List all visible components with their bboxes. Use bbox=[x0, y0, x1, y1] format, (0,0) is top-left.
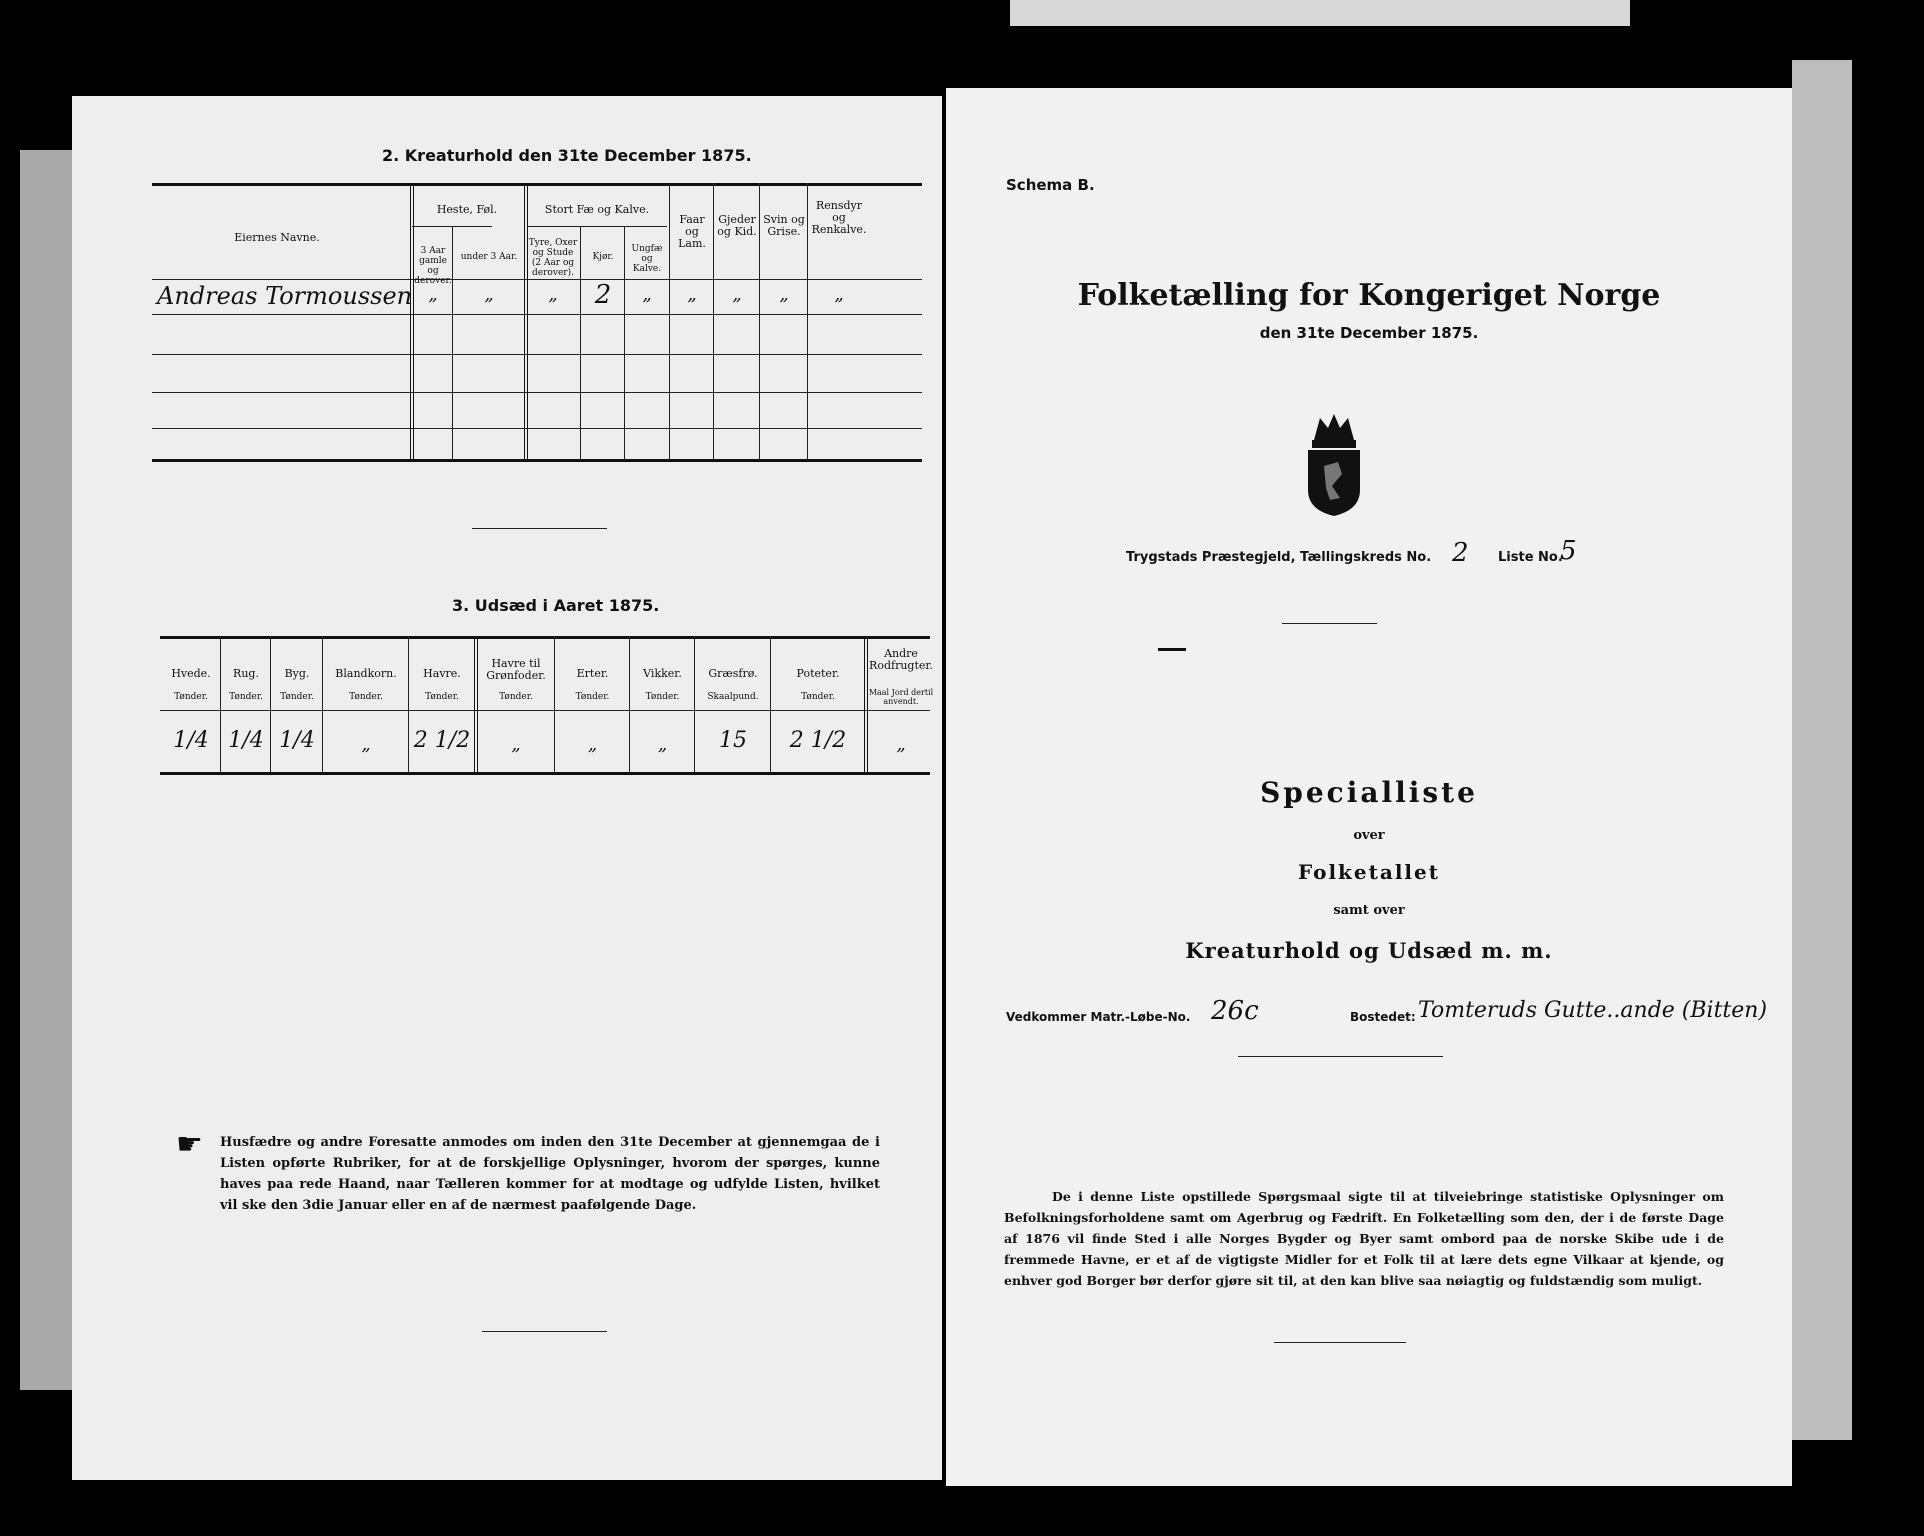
right-page bbox=[946, 88, 1792, 1486]
t3-unit: Tønder. bbox=[229, 692, 263, 702]
norway-coat-of-arms-icon bbox=[1302, 410, 1366, 518]
cell-horse-young: „ bbox=[484, 284, 494, 305]
t3-header-byg: Byg. bbox=[284, 667, 310, 680]
table3-divider bbox=[694, 636, 695, 772]
cell-pigs: „ bbox=[779, 284, 789, 305]
h-horse-young: under 3 Aar. bbox=[460, 252, 518, 262]
table2-divider bbox=[410, 183, 414, 459]
heading-kreaturhold: Kreaturhold og Udsæd m. m. bbox=[1185, 938, 1553, 963]
t3-value-byg: 1/4 bbox=[279, 728, 315, 753]
separator-rule bbox=[1238, 1056, 1443, 1057]
cell-cows: 2 bbox=[594, 280, 612, 310]
t3-header-poteter: Poteter. bbox=[796, 667, 840, 680]
h-sheep: Faar og Lam. bbox=[678, 213, 706, 250]
table2-bottom-rule bbox=[152, 459, 922, 462]
matr-label: Vedkommer Matr.-Løbe-No. bbox=[1006, 1010, 1191, 1024]
district-number: 2 bbox=[1452, 538, 1469, 568]
t3-value-andre: „ bbox=[896, 734, 906, 755]
h-bulls: Tyre, Oxer og Stude (2 Aar og derover). bbox=[528, 238, 578, 278]
h-reindeer: Rensdyr og Renkalve. bbox=[811, 199, 867, 236]
section2-title: 2. Kreaturhold den 31te December 1875. bbox=[382, 146, 752, 165]
group-horses-header: Heste, Føl. bbox=[436, 203, 498, 216]
table2-divider bbox=[580, 226, 581, 459]
table2-divider bbox=[713, 183, 714, 459]
t3-value-rug: 1/4 bbox=[228, 728, 264, 753]
parish-label: Trygstads Præstegjeld, Tællingskreds No. bbox=[1126, 550, 1432, 565]
t3-header-graesfro: Græsfrø. bbox=[708, 667, 758, 680]
table3-divider bbox=[629, 636, 630, 772]
text-over: over bbox=[1353, 828, 1385, 843]
t3-value-blandkorn: „ bbox=[361, 734, 371, 755]
table2-divider bbox=[524, 183, 528, 459]
matr-number: 26c bbox=[1211, 996, 1259, 1026]
bosted-value: Tomteruds Gutte..ande (Bitten) bbox=[1418, 998, 1768, 1023]
col-owner-header: Eiernes Navne. bbox=[234, 231, 320, 244]
table3-divider bbox=[322, 636, 323, 772]
t3-header-erter: Erter. bbox=[576, 667, 609, 680]
census-date: den 31te December 1875. bbox=[1259, 324, 1479, 342]
heading-specialliste: Specialliste bbox=[1260, 776, 1478, 809]
separator-rule bbox=[482, 1331, 607, 1332]
table2-divider bbox=[452, 226, 453, 459]
t3-unit: Tønder. bbox=[801, 692, 835, 702]
h-cows: Kjør. bbox=[592, 252, 614, 262]
table3-bottom-rule bbox=[160, 772, 930, 775]
table3-header-rule bbox=[160, 710, 930, 711]
text-samt-over: samt over bbox=[1333, 903, 1405, 918]
t3-value-graesfro: 15 bbox=[719, 728, 747, 753]
table3-divider bbox=[270, 636, 271, 772]
separator-rule bbox=[1282, 623, 1377, 624]
schema-label: Schema B. bbox=[1006, 176, 1095, 194]
table2-divider bbox=[624, 226, 625, 459]
notice-text: Husfædre og andre Foresatte anmodes om inden den 31te December at gjennemgaa de i Listen opførte Rubriker, for at de forskjellige Oplysninger, hvorom der spørges, kunne haves paa rede Haand, naar Tælleren kommer for at modtage og udfylde Listen, hvilket vil ske den 3die Januar eller en af de nærmest paafølgende Dage. bbox=[220, 1135, 880, 1213]
separator-rule bbox=[1274, 1342, 1406, 1343]
table2-divider bbox=[669, 183, 670, 459]
t3-value-vikker: „ bbox=[657, 734, 668, 755]
t3-header-andre: Andre Rodfrugter. bbox=[869, 647, 933, 672]
t3-header-blandkorn: Blandkorn. bbox=[335, 667, 397, 680]
h-pigs: Svin og Grise. bbox=[763, 213, 805, 238]
owner-name: Andreas Tormoussen bbox=[157, 282, 413, 310]
census-title: Folketælling for Kongeriget Norge bbox=[1077, 278, 1661, 313]
left-page bbox=[72, 96, 942, 1480]
section3-title: 3. Udsæd i Aaret 1875. bbox=[452, 596, 660, 615]
cell-horse-old: „ bbox=[428, 284, 438, 305]
t3-unit: Tønder. bbox=[349, 692, 383, 702]
t3-header-rug: Rug. bbox=[233, 667, 259, 680]
cell-goats: „ bbox=[732, 284, 742, 305]
table2-divider bbox=[759, 183, 760, 459]
list-label: Liste No. bbox=[1498, 550, 1563, 565]
table3-divider bbox=[220, 636, 221, 772]
t3-unit: Tønder. bbox=[280, 692, 314, 702]
page-edge-right-stack bbox=[1792, 60, 1852, 1440]
t3-header-vikker: Vikker. bbox=[643, 667, 682, 680]
group-cattle-header: Stort Fæ og Kalve. bbox=[544, 203, 650, 216]
table2-divider bbox=[807, 183, 808, 459]
cell-reindeer: „ bbox=[834, 284, 844, 305]
separator-rule bbox=[472, 528, 607, 529]
table3-divider bbox=[408, 636, 409, 772]
t3-unit: Tønder. bbox=[174, 692, 208, 702]
table3-divider bbox=[770, 636, 771, 772]
t3-header-havre: Havre. bbox=[423, 667, 461, 680]
t3-value-erter: „ bbox=[587, 734, 598, 755]
heading-folketallet: Folketallet bbox=[1298, 860, 1440, 884]
cell-bulls: „ bbox=[548, 284, 558, 305]
t3-value-havre-gronfoder: „ bbox=[511, 734, 521, 755]
h-goats: Gjeder og Kid. bbox=[717, 213, 757, 238]
table2-group-rule bbox=[527, 226, 667, 227]
t3-unit: Skaalpund. bbox=[707, 692, 759, 702]
t3-value-hvede: 1/4 bbox=[173, 728, 209, 753]
cell-sheep: „ bbox=[687, 284, 697, 305]
t3-unit: Tønder. bbox=[575, 692, 610, 702]
t3-unit: Tønder. bbox=[425, 692, 459, 702]
list-number: 5 bbox=[1560, 536, 1577, 566]
t3-header-hvede: Hvede. bbox=[171, 667, 211, 680]
h-young-cattle: Ungfæ og Kalve. bbox=[631, 244, 663, 274]
footer-text: De i denne Liste opstillede Spørgsmaal sigte til at tilveiebringe statistiske Oplysninger om Befolkningsforholdene samt om Agerbrug og Fædrift. En Folketælling som den, der i de første Dage af 1876 vil finde Sted i alle Norges Bygder og Byer samt ombord paa de norske Skibe ude i de fremmede Havne, er et af de vigtigste Midler for et Folk til at lære dets egne Vilkaar at kjende, og enhver god Borger bør derfor gjøre sit til, at den kan blive saa nøiagtig og fuldstændig som muligt. bbox=[1004, 1189, 1724, 1288]
t3-unit: Maal Jord dertil anvendt. bbox=[868, 688, 934, 706]
pointing-hand-icon: ☛ bbox=[176, 1127, 203, 1162]
table3-divider bbox=[554, 636, 555, 772]
t3-value-poteter: 2 1/2 bbox=[789, 728, 847, 753]
bosted-label: Bostedet: bbox=[1350, 1010, 1416, 1024]
h-horse-old: 3 Aar gamle og derover. bbox=[414, 246, 452, 286]
cell-young-cattle: „ bbox=[642, 284, 652, 305]
page-edge-top-right bbox=[1010, 0, 1630, 26]
t3-value-havre: 2 1/2 bbox=[413, 728, 471, 753]
separator-dash bbox=[1158, 648, 1186, 651]
table3-top-rule bbox=[160, 636, 930, 639]
t3-unit: Tønder. bbox=[499, 692, 533, 702]
t3-unit: Tønder. bbox=[645, 692, 680, 702]
t3-header-havre-gronfoder: Havre til Grønfoder. bbox=[486, 657, 546, 682]
